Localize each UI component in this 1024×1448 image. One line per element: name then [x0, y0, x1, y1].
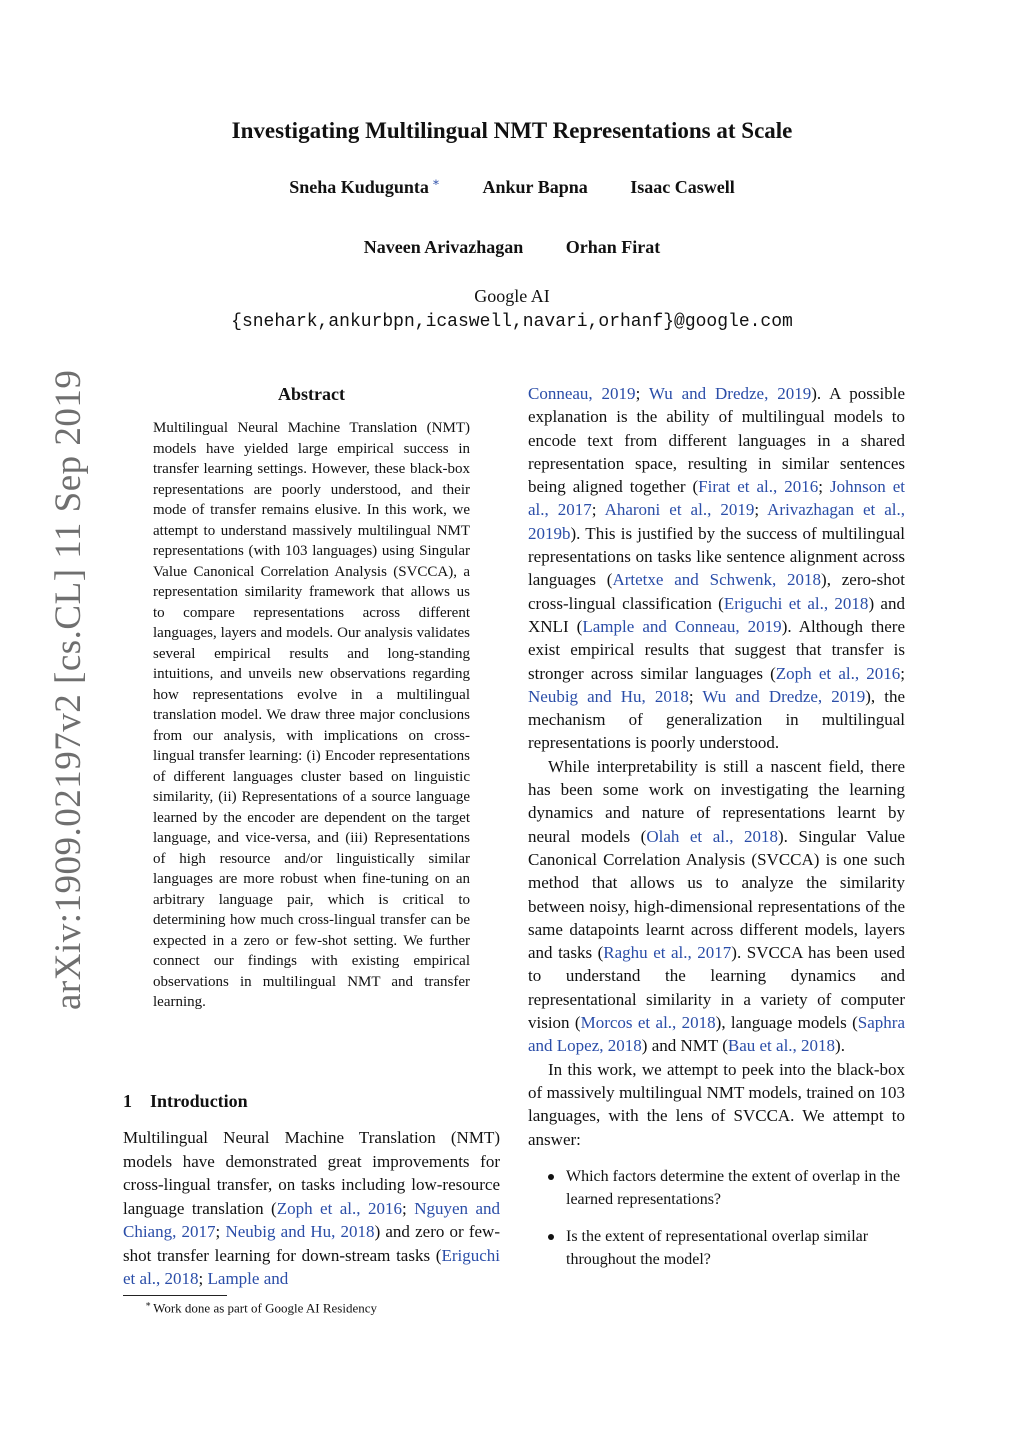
citation-link[interactable]: Bau et al., 2018	[727, 1036, 836, 1056]
body-text: ;	[591, 500, 605, 520]
paper-title: Investigating Multilingual NMT Representations at Scale	[231, 118, 793, 143]
author-name: Ankur Bapna	[482, 177, 588, 197]
citation-link[interactable]: Wu and Dredze, 2019	[702, 686, 866, 706]
intro-paragraph	[528, 755, 905, 1058]
footnote-text: Work done as part of Google AI Residency	[153, 1300, 377, 1316]
author-name: Sneha Kudugunta ∗	[289, 175, 440, 197]
body-text: ), zero-shot cross-lingual classification (	[528, 570, 906, 613]
citation-link[interactable]: Eriguchi et al., 2018	[723, 593, 869, 613]
question-list	[528, 1165, 905, 1271]
intro-paragraph	[123, 1126, 500, 1291]
list-item-text: Which factors determine the extent of overlap in the learned representations?	[566, 1167, 901, 1208]
citation-link[interactable]: Morcos et al., 2018	[580, 1013, 716, 1033]
body-text: While interpretability is still a nascent field, there has been some work on investigating the learning dynamics and nature of representations learnt by neural models (	[528, 756, 905, 846]
citation-link[interactable]: Conneau, 2019	[528, 384, 636, 403]
footnote-rule	[123, 1295, 227, 1296]
citation-link[interactable]: Artetxe and Schwenk, 2018	[612, 570, 822, 590]
citation-link[interactable]: Olah et al., 2018	[646, 826, 778, 846]
body-text: ;	[818, 477, 830, 497]
footnote-mark: ∗	[145, 1299, 152, 1309]
list-item	[528, 1165, 905, 1211]
body-text: ;	[900, 663, 906, 683]
author-row-2	[0, 237, 1024, 258]
body-text: ;	[402, 1198, 415, 1218]
citation-link[interactable]: Eriguchi et al., 2018	[123, 1245, 500, 1288]
citation-link[interactable]: Neubig and Hu, 2018	[225, 1222, 375, 1241]
citation-link[interactable]: Neubig and Hu, 2018	[528, 686, 689, 706]
citation-link[interactable]: Wu and Dredze, 2019	[648, 384, 812, 403]
body-text: ). SVCCA has been used to understand the learning dynamics and representational similarity in a variety of computer vision (	[528, 943, 905, 1033]
citation-link[interactable]: Saphra and Lopez, 2018	[528, 1013, 905, 1056]
author-row-1	[0, 175, 1024, 198]
body-text: ). Singular Value Canonical Correlation Analysis (SVCCA) is one such method that allows us to analyze the similarity between noisy, high-dimensional representations of the same datapoints learnt across different models, layers and tasks (	[528, 826, 905, 963]
body-text: ;	[198, 1269, 208, 1288]
body-text: ), the mechanism of generalization in multilingual representations is poorly understood.	[528, 686, 905, 753]
citation-link[interactable]: Zoph et al., 2016	[775, 663, 901, 683]
citation-link[interactable]: Johnson et al., 2017	[528, 477, 905, 520]
list-item	[528, 1225, 905, 1271]
citation-link[interactable]: Nguyen and Chiang, 2017	[123, 1198, 501, 1241]
body-text: ).	[835, 1036, 845, 1056]
citation-link[interactable]: Zoph et al., 2016	[276, 1198, 402, 1218]
bullet-icon	[548, 1174, 554, 1180]
bullet-icon	[548, 1234, 554, 1240]
body-text: Multilingual Neural Machine Translation (NMT) models have demonstrated great improvements for cross-lingual transfer, on tasks including low-resource language translation (	[123, 1128, 500, 1218]
body-text: ). Although there exist empirical results that suggest that transfer is stronger across similar languages (	[528, 616, 905, 683]
body-text: ;	[635, 384, 649, 403]
author-name: Orhan Firat	[565, 237, 661, 257]
right-column	[528, 382, 905, 1285]
abstract-text: Multilingual Neural Machine Translation (NMT) models have yielded large empirical success in transfer learning settings. However, these black-box representations are poorly understood, and their mode of transfer remains elusive. In this work, we attempt to understand massively multilingual NMT representations (with 103 languages) using Singular Value Canonical Correlation Analysis (SVCCA), a representation similarity framework that allows us to compare representations across different languages, layers and models. Our analysis validates several empirical results and long-standing intuitions, and unveils new observations regarding how representations evolve in a multilingual translation model. We draw three major conclusions from our analysis, with implications on cross-lingual transfer learning: (i) Encoder representations of different languages cluster based on linguistic similarity, (ii) Representations of a source language learned by the encoder are dependent on the target language, and vice-versa, and (iii) Representations of high resource and/or linguistically similar languages are more robust when fine-tuning on an arbitrary language pair, which is critical to determining how much cross-lingual transfer can be expected in a zero or few-shot setting. We further connect our findings with existing empirical observations in multilingual NMT and transfer learning.	[153, 420, 470, 1010]
body-text: ) and NMT (	[641, 1036, 728, 1056]
body-text: ) and XNLI (	[528, 593, 905, 636]
abstract-heading: Abstract	[278, 384, 345, 404]
intro-paragraph	[528, 382, 905, 755]
body-text: ). A possible explanation is the ability of multilingual models to encode text from different languages in a shared representation space, resulting in similar sentences being aligned together (	[528, 384, 905, 497]
body-text: ), language models (	[715, 1013, 858, 1033]
citation-link[interactable]: Lample and	[207, 1269, 289, 1288]
citation-link[interactable]: Firat et al., 2016	[698, 477, 819, 497]
affiliation: Google AI	[474, 286, 550, 306]
citation-link[interactable]: Raghu et al., 2017	[603, 943, 732, 963]
intro-paragraph: In this work, we attempt to peek into the black-box of massively multilingual NMT models, trained on 103 languages, with the lens of SVCCA. We attempt to answer:	[528, 1059, 905, 1149]
citation-link[interactable]: Aharoni et al., 2019	[604, 500, 755, 520]
section-heading	[123, 1091, 248, 1112]
body-text: ). This is justified by the success of multilingual representations on tasks like sentence alignment across languages (	[528, 523, 905, 590]
footnote	[123, 1299, 500, 1316]
body-text: ;	[688, 686, 703, 706]
author-emails: {snehark,ankurbpn,icaswell,navari,orhanf}@google.com	[231, 312, 793, 332]
citation-link[interactable]: Arivazhagan et al., 2019b	[528, 500, 906, 543]
body-text: ;	[754, 500, 768, 520]
section-title: Introduction	[150, 1091, 248, 1111]
body-text: ;	[215, 1222, 226, 1241]
author-name: Naveen Arivazhagan	[363, 237, 524, 257]
footnote-marker[interactable]: ∗	[431, 175, 440, 189]
list-item-text: Is the extent of representational overlap similar throughout the model?	[566, 1227, 869, 1268]
arxiv-stamp: arXiv:1909.02197v2 [cs.CL] 11 Sep 2019	[48, 369, 89, 1010]
section-number: 1	[123, 1091, 132, 1111]
author-name: Isaac Caswell	[630, 177, 735, 197]
citation-link[interactable]: Lample and Conneau, 2019	[582, 616, 782, 636]
body-text: ) and zero or few-shot transfer learning for down-stream tasks (	[123, 1222, 501, 1265]
